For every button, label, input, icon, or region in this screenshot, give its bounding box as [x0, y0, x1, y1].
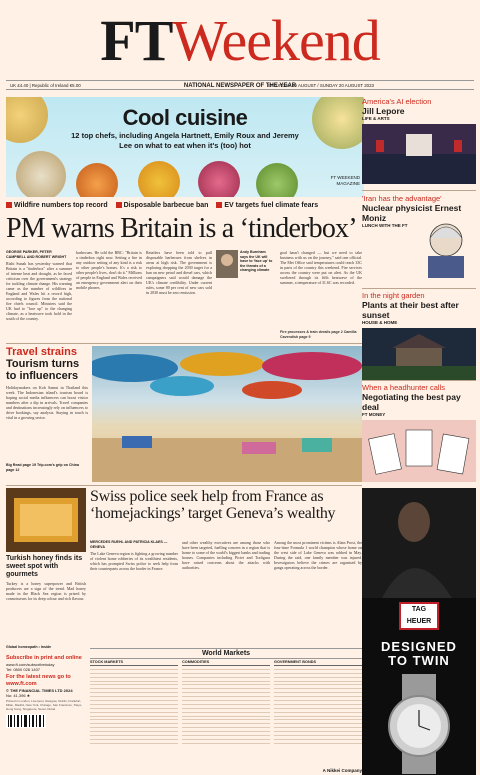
price: UK £4.40 | Republic of Ireland €5.00	[10, 83, 81, 88]
swiss-column-2: and other wealthy executives are among those who have been targeted, fuelling concern in a region that is home to some of the world's biggest banks and trading houses. Companies including Pictet and Trafigura have raised concerns about the attacks with authorities.	[182, 540, 270, 570]
travel-story[interactable]	[6, 346, 88, 484]
magazine-tag: FT WEEKEND MAGAZINE	[330, 175, 360, 186]
bullet-square-icon	[6, 202, 12, 208]
dish-image	[138, 161, 180, 197]
markets-column: GOVERNMENT BONDS	[274, 660, 362, 760]
promo-headline: Plants at their best after sunset	[362, 300, 459, 320]
bullet-item: EV targets fuel climate fears	[216, 202, 318, 209]
lead-column-4: goal hasn't changed — but we need to take business with us on the journey," said one official. The Met Office said temperatures could reach 33C in parts of the country this weekend. Fire services across the country were put on alert. As the UK sweltered through its fifth heatwave of the summer, a temperature of 31.6C was recorded. Fire processes & train derails page 2 Camilla Cavendish page 9	[280, 250, 362, 339]
quote-text: Andy Burnham says the UK will have to 'face up' to the threats of a changing climate	[240, 250, 273, 272]
watch-image	[362, 674, 476, 774]
tagline: NATIONAL NEWSPAPER OF THE YEAR	[183, 83, 297, 89]
promo-ai-election[interactable]	[362, 97, 476, 189]
promo-garden[interactable]	[362, 291, 476, 379]
travel-kicker: Travel strains	[6, 346, 77, 358]
beach-umbrellas	[92, 346, 362, 482]
markets-column: COMMODITIES	[182, 660, 270, 760]
athlete-photo	[362, 488, 476, 598]
cuisine-title: Cool cuisine	[122, 105, 248, 130]
promo-money[interactable]	[362, 383, 476, 483]
lead-quote-box	[216, 250, 276, 342]
ad-slogan: DESIGNED TO TWIN	[381, 639, 457, 668]
tag-heuer-logo	[399, 602, 439, 630]
subscribe-box	[6, 655, 86, 775]
dish-image	[76, 163, 118, 197]
dish-image	[198, 161, 240, 197]
beach-photo	[92, 346, 362, 482]
promo-label: 'Iran has the advantage'	[362, 194, 442, 203]
lead-byline: GEORGE PARKER, PETER CAMPBELL AND ROBERT WRIGHT	[6, 250, 67, 259]
honey-refs: Global homeopath • Inside	[6, 645, 52, 649]
lead-column-1	[6, 250, 72, 342]
brand-name: TAG HEUER	[401, 604, 437, 629]
travel-refs: Big Read page 19 Trip.com's grip on China page 12	[6, 463, 79, 472]
portrait-drawing	[416, 216, 476, 278]
dish-image	[16, 151, 66, 197]
promo-section: LUNCH WITH THE FT	[362, 223, 408, 228]
dateline	[6, 80, 474, 90]
promo-headline: Jill Lepore	[362, 106, 405, 116]
swiss-headline[interactable]: Swiss police seek help from France as ‘homejackings’ target Geneva’s wealthy	[90, 488, 336, 522]
markets-column: STOCK MARKETS	[90, 660, 178, 760]
lead-headline[interactable]: PM warns Britain is a ‘tinderbox’	[6, 213, 357, 244]
masthead-ft: FT	[100, 8, 173, 73]
travel-headline: Tourism turns to influencers	[6, 358, 80, 382]
markets-title: World Markets	[90, 648, 362, 659]
copyright: © THE FINANCIAL TIMES LTD 2024	[6, 688, 73, 693]
burnham-photo	[216, 250, 238, 278]
print-cities: Printed in London, Liverpool, Glasgow, Dublin, Frankfurt, Milan, Madrid, New York, Chicago, San Francisco, Tokyo, Hong Kong, Singapore, Seoul, Dubai	[6, 699, 83, 711]
story-bullets	[6, 200, 362, 211]
promo-headline: Nuclear physicist Ernest Moniz	[362, 203, 462, 223]
lead-column-3: Retailers have been told to pull disposable barbecues from shelves in areas at high risk. The government is exploring dropping the 2030 target for a ban on new petrol and diesel cars, which campaigners said would damage the UK's climate credibility. Under current rules, some 80 per cent of new cars sold in 2030 must be zero emission.	[146, 250, 212, 295]
dish-image	[256, 163, 298, 197]
masthead-weekend: Weekend	[172, 8, 380, 73]
promo-headline: Negotiating the best pay deal	[362, 392, 461, 412]
nikkei-footer: A Nikkei Company	[322, 768, 362, 773]
subscribe-title: Subscribe in print and online	[6, 655, 82, 661]
lead-column-2: barbecues. He told the BBC: "Britain is a tinderbox right now. Setting a fire in any outdoor setting of any kind is a risk to other people's homes. It's a risk to other people's lives, don't do it." Millions of people in England and Wales received an emergency government alert on their mobile phones.	[76, 250, 142, 290]
lead-refs: Fire processes & train derails page 2 Camilla Cavendish page 9	[280, 330, 357, 339]
bullet-item: Disposable barbecue ban	[116, 202, 209, 209]
cuisine-banner[interactable]	[6, 97, 364, 197]
market-row	[182, 740, 270, 744]
promo-label: America's AI election	[362, 97, 432, 106]
honeycomb-image	[6, 488, 86, 552]
subscribe-phone: Tel: 0800 028 1407	[6, 667, 41, 672]
honey-headline: Turkish honey finds its sweet spot with gourmets	[6, 555, 83, 578]
promo-section: HOUSE & HOME	[362, 320, 398, 325]
swiss-byline: MERCEDES RUEHL AND PATRICIA KLAES — GENEVA	[90, 540, 168, 549]
promo-section: FT MONEY	[362, 412, 386, 417]
honey-story[interactable]	[6, 555, 86, 655]
cuisine-subtitle: 12 top chefs, including Angela Hartnett, Emily Roux and Jeremy Lee on what to eat when it's (too) hot	[71, 131, 299, 150]
promo-label: In the night garden	[362, 291, 425, 300]
lead-text: Rishi Sunak has yesterday warned that Britain is a "tinderbox" after a summer of intense heat and drought, as he faced criticism over the government's strategy for tackling climate change. His warning came as the number of wildfires in England and Wales hit a record high, according to figures from the national fire chiefs council. Ministers said the UK had to "face up" to the changing climate, as a heatwave took hold in the south of the country.	[6, 261, 72, 321]
honey-text: Turkey is a honey superpower and British producers are a sign of the trend. Mad honey made in the Black Sea region is prized by connoisseurs for its deep colour and rich flavour.	[6, 581, 86, 601]
promo-section: LIFE & ARTS	[362, 116, 390, 121]
capitol-image	[362, 124, 476, 184]
world-markets	[90, 648, 362, 768]
garden-image	[362, 328, 476, 380]
promo-label: When a headhunter calls	[362, 383, 445, 392]
honey-photo	[6, 488, 86, 552]
news-link[interactable]: For the latest news go to www.ft.com	[6, 674, 71, 687]
subscribe-url[interactable]: www.ft.com/subscribetoday	[6, 662, 55, 667]
issue-number: No: 41,396 ★	[6, 693, 31, 698]
barcode-icon	[6, 714, 46, 728]
bullet-square-icon	[216, 202, 222, 208]
cards-illustration	[362, 420, 476, 482]
bullet-item: Wildfire numbers top record	[6, 202, 108, 209]
market-row	[90, 740, 178, 744]
market-row	[274, 740, 362, 744]
promo-iran[interactable]	[362, 194, 476, 286]
bullet-square-icon	[116, 202, 122, 208]
masthead	[0, 8, 480, 78]
swiss-column-3: Among the most prominent victims is Alain Prost, the four-time Formula 1 world champion whose home on the west side of Lake Geneva was robbed in May. During the raid, one family member was injured. Investigators believe the crimes are organised by gangs operating across the border.	[274, 540, 362, 570]
tag-heuer-ad[interactable]	[362, 488, 476, 775]
issue-date: SATURDAY 19 AUGUST / SUNDAY 20 AUGUST 2023	[267, 83, 374, 88]
travel-text: Holidaymakers on Koh Samui in Thailand this week. The Indonesian island's tourism board is hoping social media influencers can boost visitor numbers after a dip in arrivals. Travel companies and destinations increasingly rely on influencers to drive bookings, say analysts. Staying in touch is vital in a growing sector.	[6, 385, 88, 420]
swiss-column-1: MERCEDES RUEHL AND PATRICIA KLAES — GENEVA The Lake Geneva region is fighting a growing number of violent home robberies of its wealthiest residents, which has prompted Swiss police to seek help from their counterparts across the border in France.	[90, 540, 178, 571]
